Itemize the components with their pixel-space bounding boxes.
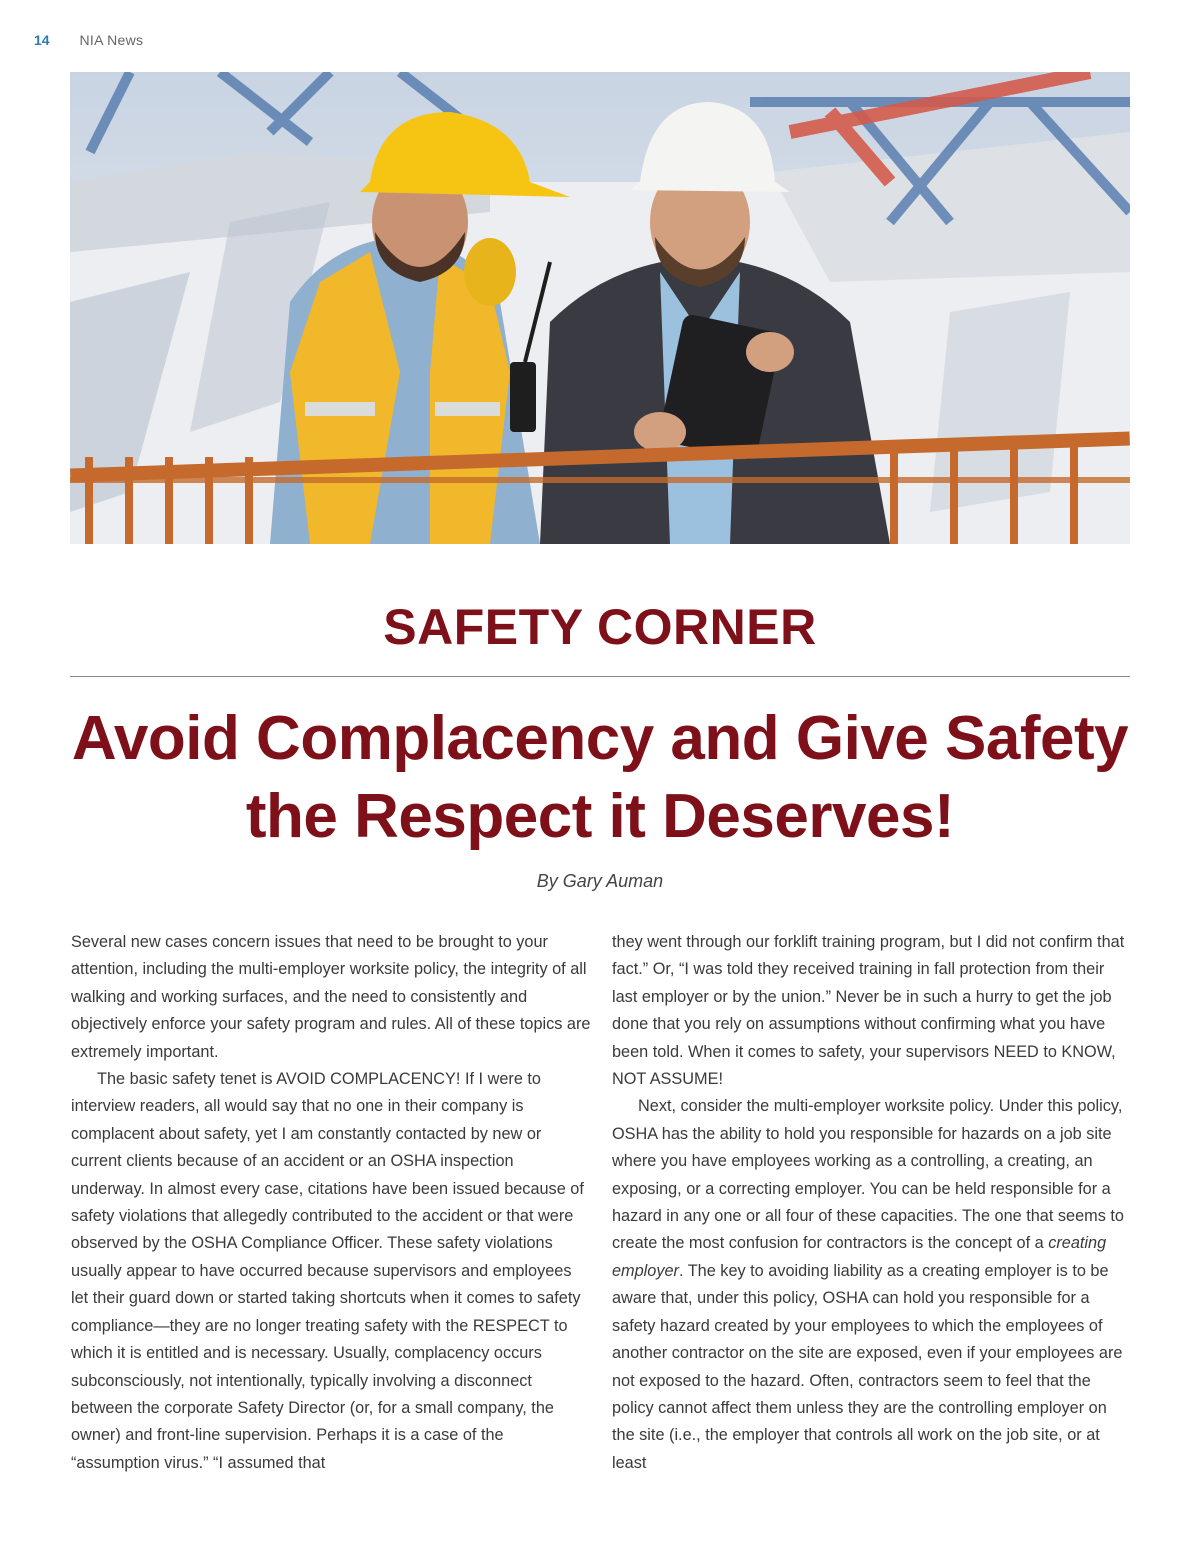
construction-workers-photo xyxy=(70,72,1130,544)
paragraph: Several new cases concern issues that need to be brought to your attention, including the multi-employer worksite policy, the integrity of all walking and working surfaces, and the need to consistently and objectively enforce your safety program and rules. All of these topics are extremely important. xyxy=(71,933,591,1061)
paragraph-text: Next, consider the multi-employer worksite policy. Under this policy, OSHA has the ability to hold you responsible for hazards on a job site where you have employees working as a controlling, a creating, an exposing, or a correcting employer. You can be held responsible for a hazard in any one or all four of these capacities. The one that seems to create the most confusion for contractors is the concept of a xyxy=(612,1097,1124,1253)
paragraph-text: . The key to avoiding liability as a creating employer is to be aware that, under this policy, OSHA can hold you responsible for a safety hazard created by your employees to which the employees of another contractor on the site are exposed, even if your employees are not exposed to the hazard. Often, contractors seem to feel that the policy cannot affect them unless they are the controlling employer on the site (i.e., the employer that controls all work on the job site, or at least xyxy=(612,1261,1123,1472)
paragraph xyxy=(612,1093,1132,1477)
paragraph: The basic safety tenet is AVOID COMPLACENCY! If I were to interview readers, all would say that no one in their company is complacent about safety, yet I am constantly contacted by new or current clients because of an accident or an OSHA inspection underway. In almost every case, citations have been issued because of safety violations that allegedly contributed to the accident or that were observed by the OSHA Compliance Officer. These safety violations usually appear to have occurred because supervisors and employees let their guard down or started taking shortcuts when it comes to safety compliance—they are no longer treating safety with the RESPECT to which it is entitled and is necessary. Usually, complacency occurs subconsciously, not intentionally, typically involving a disconnect between the corporate Safety Director (or, for a small company, the owner) and front-line supervision. Perhaps it is a case of the “assumption virus.” “I assumed that xyxy=(71,1070,584,1472)
section-title: SAFETY CORNER xyxy=(383,599,817,655)
divider xyxy=(70,676,1130,677)
paragraph: they went through our forklift training program, but I did not confirm that fact.” Or, “I was told they received training in fall protection from their last employer or by the union.” Never be in such a hurry to get the job done that you rely on assumptions without confirming what you have been told. When it comes to safety, your supervisors NEED to KNOW, NOT ASSUME! xyxy=(612,933,1125,1089)
page-number: 14 xyxy=(34,32,50,48)
article-headline: Avoid Complacency and Give Safety the Respect it Deserves! xyxy=(71,704,1129,851)
article-column-left xyxy=(71,929,591,1477)
byline: By Gary Auman xyxy=(536,871,664,891)
article-column-right xyxy=(612,929,1132,1477)
publication-name: NIA News xyxy=(79,32,144,48)
page-header xyxy=(34,32,143,48)
emphasis-text: creating employer xyxy=(612,1234,1107,1280)
